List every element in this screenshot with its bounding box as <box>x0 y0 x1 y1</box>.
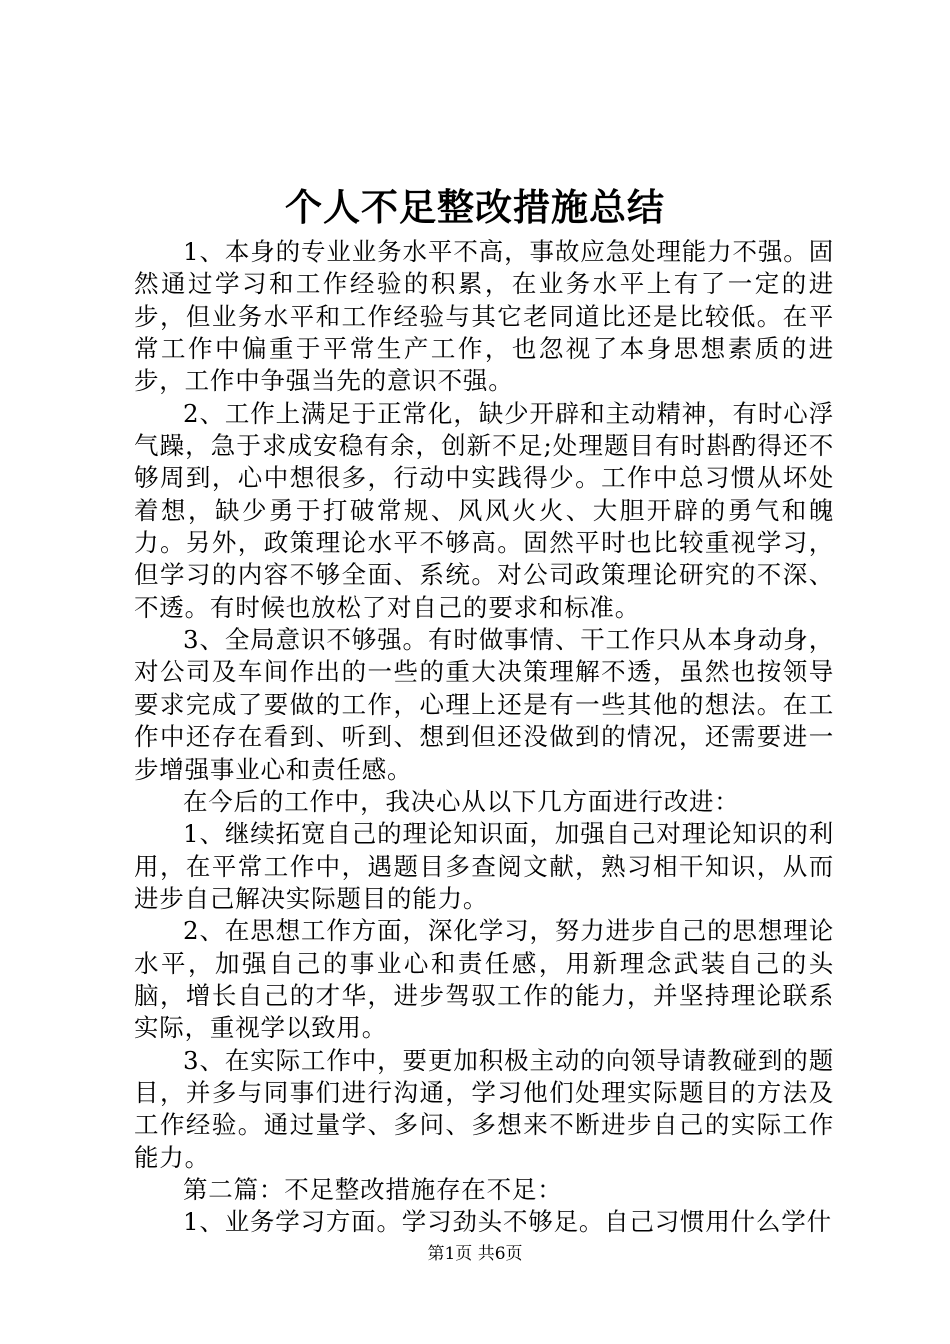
paragraph: 在今后的工作中，我决心从以下几方面进行改进： <box>183 786 740 816</box>
paragraph: 1、业务学习方面。学习劲头不够足。自己习惯用什么学什 <box>183 1207 832 1237</box>
paragraph: 1、本身的专业业务水平不高，事故应急处理能力不强。固然通过学习和工作经验的积累，在业务水平上有了一定的进步，但业务水平和工作经验与其它老同道比还是比较低。在平常工作中偏重于平常生产工作，也忽视了本身思想素质的进步，工作中争强当先的意识不强。 <box>134 237 834 396</box>
paragraph: 3、在实际工作中，要更加积极主动的向领导请教碰到的题目，并多与同事们进行沟通，学习他们处理实际题目的方法及工作经验。通过量学、多问、多想来不断进步自己的实际工作能力。 <box>134 1045 834 1172</box>
page-footer: 第1页 共6页 <box>427 1244 523 1264</box>
paragraph: 1、继续拓宽自己的理论知识面，加强自己对理论知识的利用，在平常工作中，遇题目多查阅文献，熟习相干知识，从而进步自己解决实际题目的能力。 <box>134 819 834 913</box>
document-title: 个人不足整改措施总结 <box>285 186 665 229</box>
paragraph: 2、工作上满足于正常化，缺少开辟和主动精神，有时心浮气躁，急于求成安稳有余，创新不足;处理题目有时斟酌得还不够周到，心中想很多，行动中实践得少。工作中总习惯从坏处着想，缺少勇于打破常规、风风火火、大胆开辟的勇气和魄力。另外，政策理论水平不够高。固然平时也比较重视学习，但学习的内容不够全面、系统。对公司政策理论研究的不深、不透。有时候也放松了对自己的要求和标准。 <box>134 398 834 622</box>
section-heading: 第二篇：不足整改措施存在不足： <box>183 1174 563 1204</box>
document-body <box>134 236 834 1239</box>
paragraph: 2、在思想工作方面，深化学习，努力进步自己的思想理论水平，加强自己的事业心和责任感，用新理念武装自己的头脑，增长自己的才华，进步驾驭工作的能力，并坚持理论联系实际，重视学以致用。 <box>134 916 834 1043</box>
paragraph: 3、全局意识不够强。有时做事情、干工作只从本身动身，对公司及车间作出的一些的重大决策理解不透，虽然也按领导要求完成了要做的工作，心理上还是有一些其他的想法。在工作中还存在看到、听到、想到但还没做到的情况，还需要进一步增强事业心和责任感。 <box>134 625 834 784</box>
